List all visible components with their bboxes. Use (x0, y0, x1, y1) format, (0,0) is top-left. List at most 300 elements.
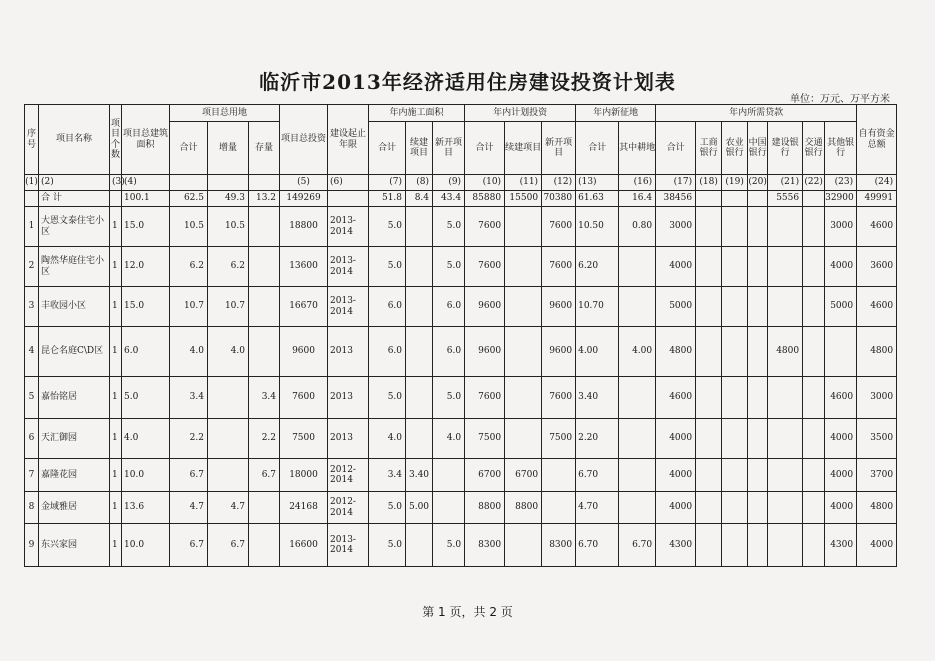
table-cell: (17) (656, 175, 696, 191)
table-cell: 2012-2014 (328, 459, 369, 492)
table-cell (619, 419, 656, 459)
column-index-row (25, 175, 897, 191)
table-cell: 1 (110, 377, 122, 419)
table-cell: 5.0 (433, 247, 465, 287)
table-cell (722, 287, 748, 327)
table-cell (768, 524, 803, 567)
table-cell: (10) (465, 175, 505, 191)
table-row (25, 207, 897, 247)
table-cell: 10.50 (576, 207, 619, 247)
table-cell (803, 327, 825, 377)
table-cell: 7600 (465, 207, 505, 247)
table-cell (505, 524, 542, 567)
table-cell: 5.0 (369, 247, 406, 287)
table-cell: 东兴家园 (39, 524, 110, 567)
table-cell: 18800 (280, 207, 328, 247)
header-seq: 序号 (25, 105, 39, 175)
table-cell: 2.2 (170, 419, 208, 459)
header-loan-abc: 农业银行 (722, 122, 748, 175)
table-cell (748, 377, 768, 419)
table-cell (696, 287, 722, 327)
header-loan-ccb: 建设银行 (768, 122, 803, 175)
table-cell: (7) (369, 175, 406, 191)
table-cell: 2013-2014 (328, 524, 369, 567)
table-cell: (20) (748, 175, 768, 191)
table-cell: 15.0 (122, 207, 170, 247)
table-cell: 7 (25, 459, 39, 492)
table-cell: 7600 (280, 377, 328, 419)
table-cell (803, 492, 825, 524)
table-row (25, 524, 897, 567)
table-cell: 6.70 (619, 524, 656, 567)
table-cell: 16600 (280, 524, 328, 567)
table-cell (249, 524, 280, 567)
table-cell: 9 (25, 524, 39, 567)
table-cell: 0.80 (619, 207, 656, 247)
table-cell (748, 524, 768, 567)
table-cell (768, 287, 803, 327)
table-cell: (11) (505, 175, 542, 191)
table-cell (110, 191, 122, 207)
header-loan-bocom: 交通银行 (803, 122, 825, 175)
table-cell (249, 247, 280, 287)
table-cell: 62.5 (170, 191, 208, 207)
page-title: 临沂市2013年经济适用住房建设投资计划表 (259, 70, 676, 94)
table-cell (505, 287, 542, 327)
table-cell (803, 191, 825, 207)
table-cell: 38456 (656, 191, 696, 207)
table-cell (208, 459, 249, 492)
table-cell: 4.70 (576, 492, 619, 524)
table-cell (803, 207, 825, 247)
table-cell (249, 287, 280, 327)
table-cell: 7500 (542, 419, 576, 459)
table-cell: 5.0 (369, 524, 406, 567)
header-newland-farm: 其中耕地 (619, 122, 656, 175)
table-cell: 大恩文泰住宅小区 (39, 207, 110, 247)
table-row (25, 327, 897, 377)
table-cell: 2013 (328, 327, 369, 377)
header-plan-new: 新开项目 (542, 122, 576, 175)
table-cell: 4.00 (576, 327, 619, 377)
header-invest: 项目总投资 (280, 105, 328, 175)
table-cell (696, 524, 722, 567)
table-cell: 4000 (656, 492, 696, 524)
table-cell: 4000 (825, 492, 857, 524)
table-cell (768, 492, 803, 524)
table-cell: 9600 (465, 327, 505, 377)
table-cell (696, 377, 722, 419)
table-cell (722, 377, 748, 419)
total-row (25, 191, 897, 207)
table-cell: 10.5 (208, 207, 249, 247)
table-cell: 10.0 (122, 459, 170, 492)
table-cell (505, 247, 542, 287)
table-cell: 10.7 (170, 287, 208, 327)
table-row (25, 247, 897, 287)
table-cell: 9600 (280, 327, 328, 377)
table-cell: 4600 (656, 377, 696, 419)
table-cell: (21) (768, 175, 803, 191)
table-cell: 6.0 (369, 327, 406, 377)
table-cell: 4000 (656, 247, 696, 287)
table-cell (505, 419, 542, 459)
table-cell: 9600 (542, 327, 576, 377)
table-cell: (5) (280, 175, 328, 191)
table-cell: 4000 (825, 419, 857, 459)
table-cell: 3600 (857, 247, 897, 287)
table-cell: 51.8 (369, 191, 406, 207)
table-cell (249, 207, 280, 247)
table-cell: 2013 (328, 377, 369, 419)
table-cell: 7600 (542, 207, 576, 247)
table-cell: 4600 (825, 377, 857, 419)
table-cell: 7600 (465, 377, 505, 419)
table-cell (803, 419, 825, 459)
table-cell (722, 419, 748, 459)
table-cell: 10.7 (208, 287, 249, 327)
header-land-stock: 存量 (249, 122, 280, 175)
table-cell: 49991 (857, 191, 897, 207)
table-cell: 1 (110, 492, 122, 524)
table-cell: 4800 (857, 327, 897, 377)
table-cell: 2012-2014 (328, 492, 369, 524)
table-cell: 4800 (656, 327, 696, 377)
table-cell: 丰收园小区 (39, 287, 110, 327)
table-cell (208, 377, 249, 419)
header-build-cont: 续建项目 (406, 122, 433, 175)
table-cell (748, 419, 768, 459)
table-cell (25, 191, 39, 207)
table-cell (696, 492, 722, 524)
table-cell: 1 (110, 247, 122, 287)
table-row (25, 459, 897, 492)
table-cell (406, 419, 433, 459)
header-newland-total: 合计 (576, 122, 619, 175)
table-cell (722, 524, 748, 567)
table-cell (768, 459, 803, 492)
table-cell: 15.0 (122, 287, 170, 327)
table-cell: 9600 (465, 287, 505, 327)
table-cell (722, 327, 748, 377)
table-cell (748, 207, 768, 247)
table-cell: 6700 (505, 459, 542, 492)
table-cell: 5.0 (122, 377, 170, 419)
table-cell (619, 247, 656, 287)
table-cell: 1 (110, 459, 122, 492)
table-cell (249, 175, 280, 191)
table-cell (748, 492, 768, 524)
table-cell: 6.0 (433, 327, 465, 377)
table-cell: (12) (542, 175, 576, 191)
table-cell: 5000 (825, 287, 857, 327)
table-cell: 6.0 (122, 327, 170, 377)
table-cell: 8300 (542, 524, 576, 567)
table-cell: 6.2 (170, 247, 208, 287)
table-cell (696, 191, 722, 207)
table-cell: 7500 (465, 419, 505, 459)
table-cell: 2013 (328, 419, 369, 459)
table-cell: 1 (110, 419, 122, 459)
table-cell: 4300 (825, 524, 857, 567)
table-cell: 6.7 (170, 524, 208, 567)
table-cell: 4600 (857, 287, 897, 327)
table-cell (722, 247, 748, 287)
table-cell: 6.2 (208, 247, 249, 287)
table-cell: 5.0 (369, 377, 406, 419)
table-cell (696, 459, 722, 492)
table-cell: 3.40 (406, 459, 433, 492)
table-cell: 2013-2014 (328, 207, 369, 247)
table-cell: 4000 (656, 459, 696, 492)
table-cell (803, 287, 825, 327)
table-cell (748, 327, 768, 377)
table-cell: 3.4 (249, 377, 280, 419)
table-cell (722, 207, 748, 247)
table-cell (696, 247, 722, 287)
table-cell: 4.7 (208, 492, 249, 524)
table-row (25, 377, 897, 419)
header-newland-group: 年内新征地 (576, 105, 656, 122)
table-cell (208, 175, 249, 191)
table-cell: 4600 (857, 207, 897, 247)
table-cell: 61.63 (576, 191, 619, 207)
table-cell: 2.2 (249, 419, 280, 459)
table-cell: (4) (122, 175, 170, 191)
table-cell: 12.0 (122, 247, 170, 287)
table-cell (406, 207, 433, 247)
table-cell (748, 247, 768, 287)
table-cell: 1 (110, 207, 122, 247)
unit-label: 单位：万元、万平方米 (790, 94, 890, 105)
table-cell (696, 327, 722, 377)
table-cell (768, 247, 803, 287)
table-cell: (18) (696, 175, 722, 191)
table-cell: 6.70 (576, 459, 619, 492)
table-cell: 16670 (280, 287, 328, 327)
table-cell: 4000 (825, 459, 857, 492)
table-cell: (22) (803, 175, 825, 191)
table-cell: (23) (825, 175, 857, 191)
table-cell: 85880 (465, 191, 505, 207)
table-cell: 10.5 (170, 207, 208, 247)
table-cell (619, 377, 656, 419)
table-cell: 4300 (656, 524, 696, 567)
table-cell: 5556 (768, 191, 803, 207)
table-cell (722, 459, 748, 492)
table-cell (433, 459, 465, 492)
table-cell: (9) (433, 175, 465, 191)
table-cell: 5.0 (433, 524, 465, 567)
table-cell: 70380 (542, 191, 576, 207)
table-cell: 1 (110, 287, 122, 327)
table-cell (542, 459, 576, 492)
page-footer: 第 1 页，共 2 页 (422, 605, 513, 619)
table-cell: 5.0 (433, 207, 465, 247)
header-build-total: 合计 (369, 122, 406, 175)
table-cell: 1 (110, 524, 122, 567)
header-land-group: 项目总用地 (170, 105, 280, 122)
table-cell: 3.4 (369, 459, 406, 492)
header-loan-icbc: 工商银行 (696, 122, 722, 175)
table-cell: 2013-2014 (328, 287, 369, 327)
table-cell: 6.0 (433, 287, 465, 327)
table-cell (406, 327, 433, 377)
table-cell: 13.6 (122, 492, 170, 524)
table-cell (696, 207, 722, 247)
table-cell: 6700 (465, 459, 505, 492)
table-cell: 43.4 (433, 191, 465, 207)
table-cell (768, 207, 803, 247)
table-cell: 3700 (857, 459, 897, 492)
header-plan-cont: 续建项目 (505, 122, 542, 175)
table-cell: 6 (25, 419, 39, 459)
table-cell: (6) (328, 175, 369, 191)
table-cell (406, 247, 433, 287)
table-cell: 8800 (505, 492, 542, 524)
table-cell (768, 419, 803, 459)
table-cell (803, 247, 825, 287)
table-row (25, 419, 897, 459)
table-cell: 3.40 (576, 377, 619, 419)
table-cell: 5.0 (433, 377, 465, 419)
table-cell: 昆仑名庭C\D区 (39, 327, 110, 377)
table-cell: 4.0 (208, 327, 249, 377)
table-cell (170, 175, 208, 191)
header-period: 建设起止年限 (328, 105, 369, 175)
table-cell: 嘉隆花园 (39, 459, 110, 492)
header-loan-boc: 中国银行 (748, 122, 768, 175)
table-cell: 3.4 (170, 377, 208, 419)
table-cell: 6.70 (576, 524, 619, 567)
table-cell (433, 492, 465, 524)
table-cell (825, 327, 857, 377)
table-cell: 2 (25, 247, 39, 287)
table-row (25, 287, 897, 327)
header-loan-group: 年内所需贷款 (656, 105, 857, 122)
header-land-inc: 增量 (208, 122, 249, 175)
table-cell (722, 492, 748, 524)
table-cell: 8.4 (406, 191, 433, 207)
table-cell: 4 (25, 327, 39, 377)
header-area: 项目总建筑面积 (122, 105, 170, 175)
table-cell: 7600 (542, 377, 576, 419)
table-cell (768, 377, 803, 419)
table-cell: 4.0 (433, 419, 465, 459)
table-cell: 2.20 (576, 419, 619, 459)
table-cell: (16) (619, 175, 656, 191)
table-cell: 13.2 (249, 191, 280, 207)
table-cell: 金域雅居 (39, 492, 110, 524)
table-cell: 3000 (656, 207, 696, 247)
table-cell (619, 459, 656, 492)
table-cell: 7500 (280, 419, 328, 459)
table-cell: 合 计 (39, 191, 110, 207)
table-cell: 6.7 (208, 524, 249, 567)
table-cell: 4000 (857, 524, 897, 567)
table-cell (722, 191, 748, 207)
table-cell: (24) (857, 175, 897, 191)
table-cell: 4000 (656, 419, 696, 459)
header-plan-group: 年内计划投资 (465, 105, 576, 122)
table-cell: 4800 (768, 327, 803, 377)
table-cell: 4800 (857, 492, 897, 524)
table-cell: 4.7 (170, 492, 208, 524)
table-cell: 4.0 (170, 327, 208, 377)
table-cell: 5.0 (369, 207, 406, 247)
table-cell: 10.70 (576, 287, 619, 327)
table-cell (328, 191, 369, 207)
header-land-total: 合计 (170, 122, 208, 175)
header-loan-total: 合计 (656, 122, 696, 175)
table-cell: 3 (25, 287, 39, 327)
table-cell: 4.0 (369, 419, 406, 459)
table-cell: 24168 (280, 492, 328, 524)
table-cell: 6.0 (369, 287, 406, 327)
table-cell: 5000 (656, 287, 696, 327)
table-cell (748, 287, 768, 327)
table-cell (208, 419, 249, 459)
table-cell (696, 419, 722, 459)
table-cell: 9600 (542, 287, 576, 327)
table-cell: 天汇御园 (39, 419, 110, 459)
table-cell: 18000 (280, 459, 328, 492)
table-cell (542, 492, 576, 524)
table-cell: 5.0 (369, 492, 406, 524)
table-cell (406, 377, 433, 419)
table-cell: 100.1 (122, 191, 170, 207)
table-cell (619, 492, 656, 524)
table-cell: 3000 (825, 207, 857, 247)
header-plan-total: 合计 (465, 122, 505, 175)
table-cell (505, 377, 542, 419)
header-loan-other: 其他银行 (825, 122, 857, 175)
table-cell: 5 (25, 377, 39, 419)
table-cell: 49.3 (208, 191, 249, 207)
table-cell: (3) (110, 175, 122, 191)
table-cell: 6.20 (576, 247, 619, 287)
table-cell: (2) (39, 175, 110, 191)
table-cell: 嘉怡铭居 (39, 377, 110, 419)
table-cell: 16.4 (619, 191, 656, 207)
table-cell: 6.7 (249, 459, 280, 492)
table-cell: 8 (25, 492, 39, 524)
table-cell: 10.0 (122, 524, 170, 567)
table-cell: 4.00 (619, 327, 656, 377)
header-name: 项目名称 (39, 105, 110, 175)
header-build-group: 年内施工面积 (369, 105, 465, 122)
table-cell: 149269 (280, 191, 328, 207)
investment-plan-table (24, 104, 897, 567)
header-build-new: 新开项目 (433, 122, 465, 175)
table-cell: 7600 (465, 247, 505, 287)
table-cell (505, 327, 542, 377)
table-cell: 13600 (280, 247, 328, 287)
table-cell: 7600 (542, 247, 576, 287)
table-cell: 1 (110, 327, 122, 377)
table-cell: 8800 (465, 492, 505, 524)
table-cell: (13) (576, 175, 619, 191)
table-cell (505, 207, 542, 247)
table-cell: 陶然华庭住宅小区 (39, 247, 110, 287)
table-cell: 6.7 (170, 459, 208, 492)
table-cell (249, 492, 280, 524)
table-cell (619, 287, 656, 327)
table-cell: 5.00 (406, 492, 433, 524)
table-cell (803, 459, 825, 492)
table-cell: 2013-2014 (328, 247, 369, 287)
table-cell (748, 459, 768, 492)
